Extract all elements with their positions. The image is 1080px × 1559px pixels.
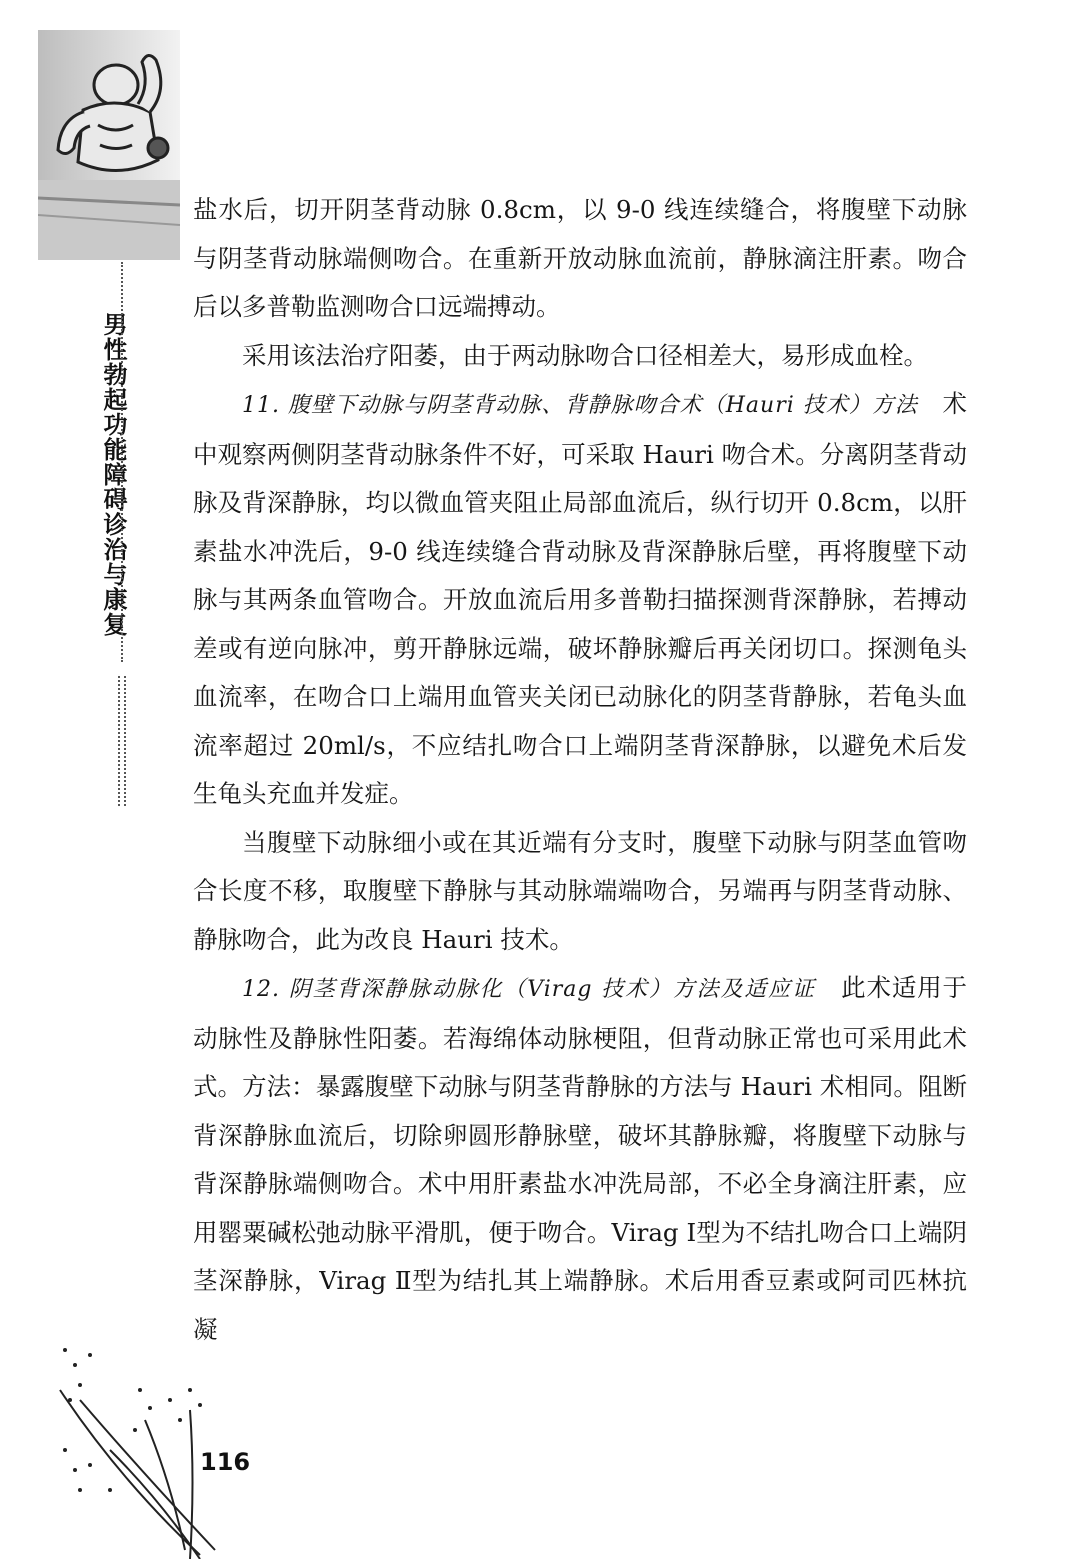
corner-decoration <box>50 1330 230 1559</box>
body-text <box>193 186 967 1354</box>
paragraph-5 <box>193 964 967 1354</box>
section-heading: 12. 阴茎背深静脉动脉化（Virag 技术）方法及适应证 <box>242 977 816 1002</box>
paragraph-text: 此术适用于动脉性及静脉性阳萎。若海绵体动脉梗阻，但背动脉正常也可采用此术式。方法：暴露腹壁下动脉与阴茎背静脉的方法与 Hauri 术相同。阻断背深静脉血流后，切除卵圆形静脉壁，破坏其静脉瓣，将腹壁下动脉与背深静脉端侧吻合。术中用肝素盐水冲洗局部，不必全身滴注肝素，应用罂粟碱松弛动脉平滑肌，便于吻合。Virag Ⅰ型为不结扎吻合口上端阴茎深静脉，Virag Ⅱ型为结扎其上端静脉。术后用香豆素或阿司匹林抗凝 <box>193 973 968 1344</box>
vertical-book-title: 男性勃起功能障碍诊治与康复 <box>99 312 127 637</box>
paragraph-text: 盐水后，切开阴茎背动脉 0.8cm，以 9-0 线连续缝合，将腹壁下动脉与阴茎背动脉端侧吻合。在重新开放动脉血流前，静脉滴注肝素。吻合后以多普勒监测吻合口远端搏动。 <box>193 195 967 321</box>
paragraph-3 <box>193 380 967 819</box>
paragraph-text: 采用该法治疗阳萎，由于两动脉吻合口径相差大，易形成血栓。 <box>242 340 928 370</box>
section-heading: 11. 腹壁下动脉与阴茎背动脉、背静脉吻合术（Hauri 技术）方法 <box>242 393 918 418</box>
paragraph-text: 当腹壁下动脉细小或在其近端有分支时，腹壁下动脉与阴茎血管吻合长度不移，取腹壁下静脉与其动脉端端吻合，另端再与阴茎背动脉、静脉吻合，此为改良 Hauri 技术。 <box>193 827 967 954</box>
paragraph-1 <box>193 186 967 332</box>
paragraph-text: 术中观察两侧阴茎背动脉条件不好，可采取 Hauri 吻合术。分离阴茎背动脉及背深静脉，均以微血管夹阻止局部血流后，纵行切开 0.8cm，以肝素盐水冲洗后，9-0 线连续缝合背动脉及背深静脉后壁，再将腹壁下动脉与其两条血管吻合。开放血流后用多普勒扫描探测背深静脉，若搏动差或有逆向脉冲，剪开静脉远端，破坏静脉瓣后再关闭切口。探测龟头血流率，在吻合口上端用血管夹关闭已动脉化的阴茎背静脉，若龟头血流率超过 20ml/s，不应结扎吻合口上端阴茎背深静脉，以避免术后发生龟头充血并发症。 <box>193 389 968 808</box>
sidebar-divider-line <box>124 676 126 806</box>
sidebar-divider-line <box>118 676 120 806</box>
paragraph-2 <box>193 332 967 381</box>
page-number: 116 <box>200 1448 251 1476</box>
sidebar-divider-line <box>121 262 123 662</box>
header-illustration <box>38 30 180 260</box>
paragraph-4 <box>193 819 967 965</box>
